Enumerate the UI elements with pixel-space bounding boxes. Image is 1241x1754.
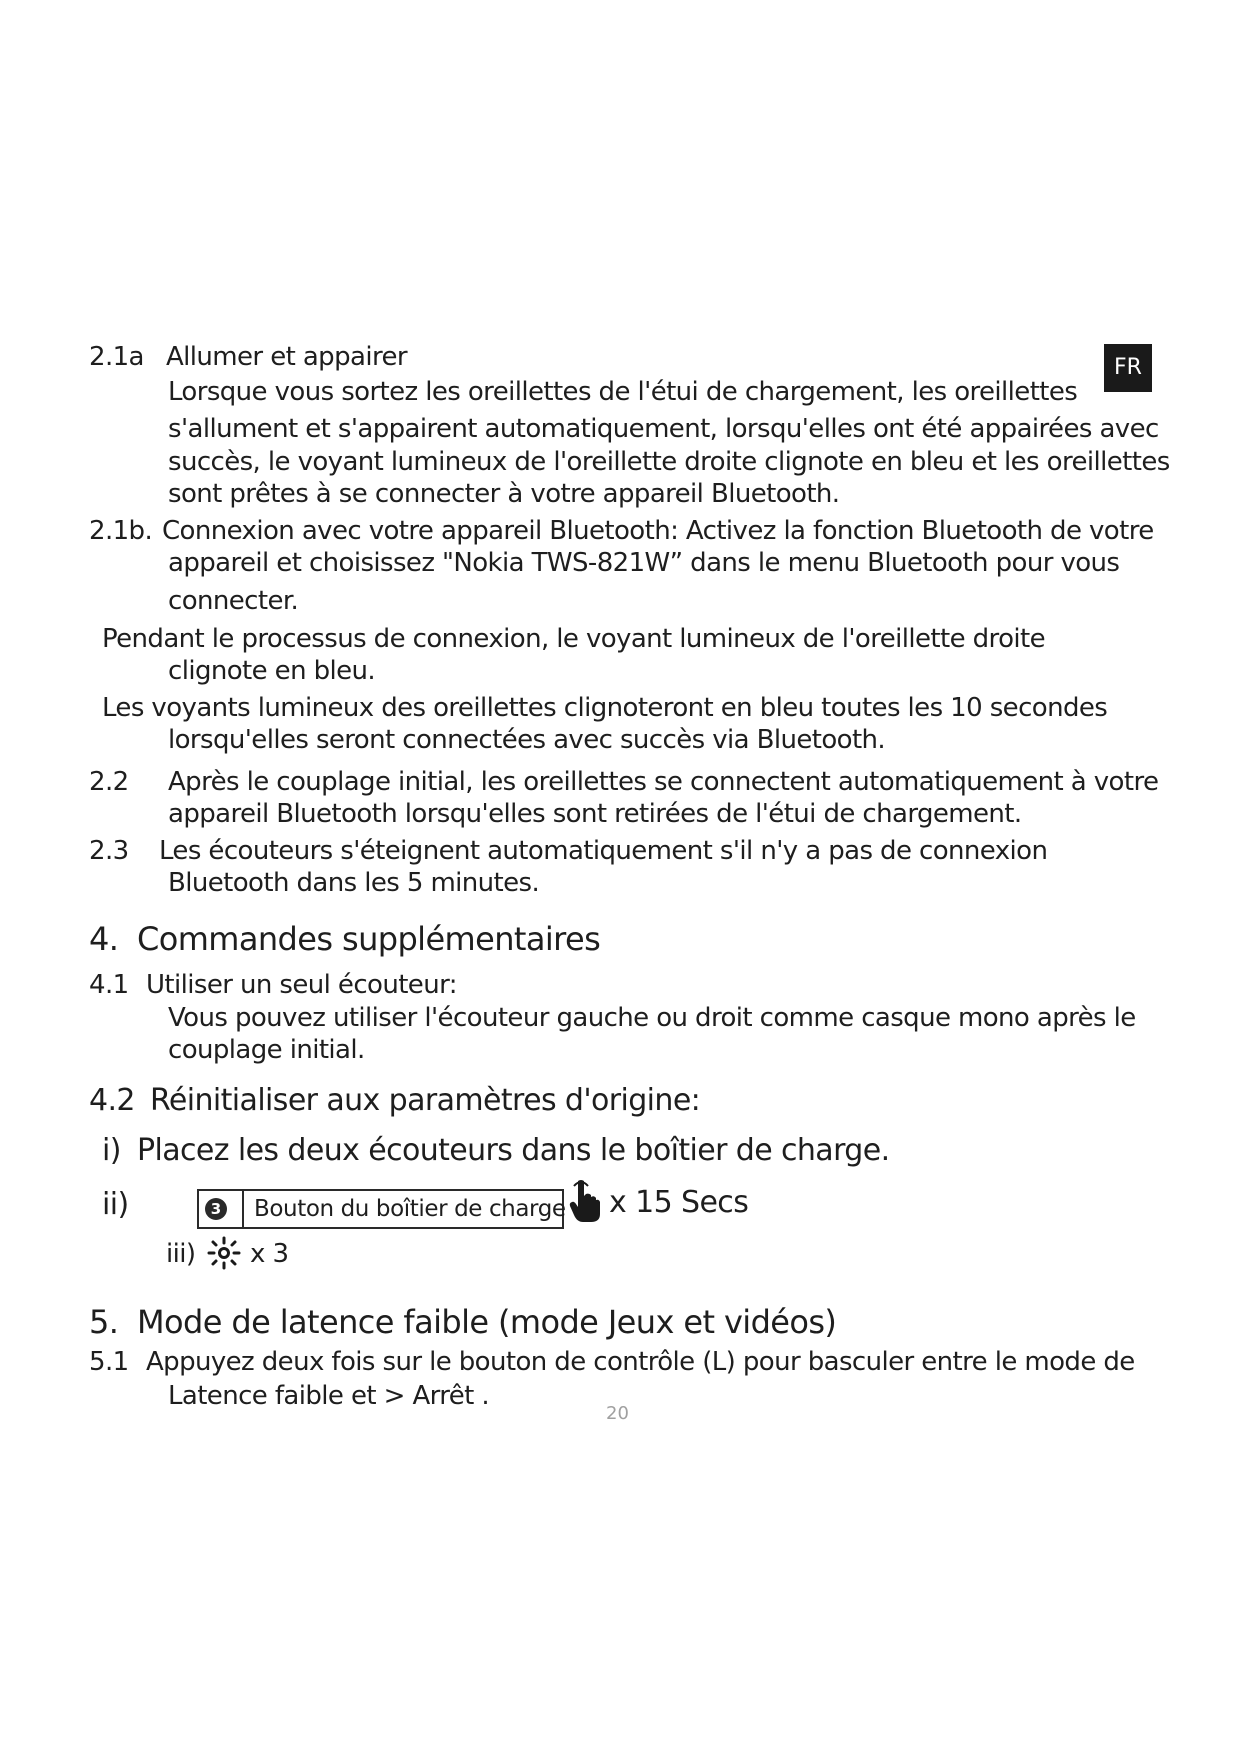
paragraph-line: clignote en bleu.	[168, 656, 376, 686]
paragraph-line: Latence faible et > Arrêt .	[168, 1381, 490, 1411]
section-number-2-1a: 2.1a	[89, 342, 144, 372]
step-count-iii: x 3	[250, 1239, 289, 1269]
paragraph-line: succès, le voyant lumineux de l'oreillette droite clignote en bleu et les oreillettes	[168, 447, 1170, 477]
step-marker-ii: ii)	[102, 1187, 129, 1222]
paragraph-line: Connexion avec votre appareil Bluetooth: Activez la fonction Bluetooth de votre	[162, 516, 1154, 546]
paragraph-line: lorsqu'elles seront connectées avec succès via Bluetooth.	[168, 725, 886, 755]
step-marker-iii: iii)	[166, 1239, 196, 1269]
heading-mode-latence: Mode de latence faible (mode Jeux et vidéos)	[137, 1303, 837, 1341]
paragraph-line: appareil Bluetooth lorsqu'elles sont retirées de l'étui de chargement.	[168, 799, 1022, 829]
section-number-4-1: 4.1	[89, 970, 129, 1000]
paragraph-line: Après le couplage initial, les oreillettes se connectent automatiquement à votre	[168, 767, 1159, 797]
section-number-2-3: 2.3	[89, 836, 129, 866]
paragraph-line: s'allument et s'appairent automatiquement, lorsqu'elles ont été appairées avec	[168, 414, 1159, 444]
paragraph-line: Pendant le processus de connexion, le voyant lumineux de l'oreillette droite	[102, 624, 1045, 654]
section-title-4-1: Utiliser un seul écouteur:	[146, 970, 457, 1000]
heading-number-4: 4.	[89, 920, 119, 958]
paragraph-line: connecter.	[168, 586, 299, 616]
paragraph-line: appareil et choisissez "Nokia TWS-821W” dans le menu Bluetooth pour vous	[168, 548, 1120, 578]
box-divider	[242, 1191, 244, 1227]
heading-commandes: Commandes supplémentaires	[137, 920, 601, 958]
paragraph-line: Les voyants lumineux des oreillettes clignoteront en bleu toutes les 10 secondes	[102, 693, 1108, 723]
paragraph-line: Appuyez deux fois sur le bouton de contrôle (L) pour basculer entre le mode de	[146, 1347, 1135, 1377]
circled-number-badge: 3	[205, 1198, 227, 1220]
step-marker-i: i)	[102, 1133, 121, 1168]
paragraph-line: Vous pouvez utiliser l'écouteur gauche ou droit comme casque mono après le	[168, 1003, 1136, 1033]
heading-number-5: 5.	[89, 1303, 119, 1341]
language-badge: FR	[1104, 344, 1152, 392]
section-number-2-1b: 2.1b.	[89, 516, 153, 546]
section-number-2-2: 2.2	[89, 767, 129, 797]
section-title-2-1a: Allumer et appairer	[166, 342, 407, 372]
charge-button-label-box	[197, 1189, 564, 1229]
section-number-4-2: 4.2	[89, 1083, 135, 1118]
paragraph-line: Les écouteurs s'éteignent automatiquement s'il n'y a pas de connexion	[159, 836, 1048, 866]
page-number: 20	[606, 1403, 629, 1424]
blinking-light-icon	[206, 1235, 242, 1271]
paragraph-line: sont prêtes à se connecter à votre appareil Bluetooth.	[168, 479, 840, 509]
section-number-5-1: 5.1	[89, 1347, 129, 1377]
paragraph-line: Lorsque vous sortez les oreillettes de l'étui de chargement, les oreillettes	[168, 377, 1078, 407]
step-text-i: Placez les deux écouteurs dans le boîtier de charge.	[137, 1133, 890, 1168]
paragraph-line: couplage initial.	[168, 1035, 365, 1065]
step-count-ii: x 15 Secs	[609, 1185, 749, 1220]
paragraph-line: Bluetooth dans les 5 minutes.	[168, 868, 540, 898]
section-title-4-2: Réinitialiser aux paramètres d'origine:	[150, 1083, 701, 1118]
press-hand-icon	[569, 1179, 601, 1223]
charge-button-label: Bouton du boîtier de charge	[254, 1196, 566, 1222]
